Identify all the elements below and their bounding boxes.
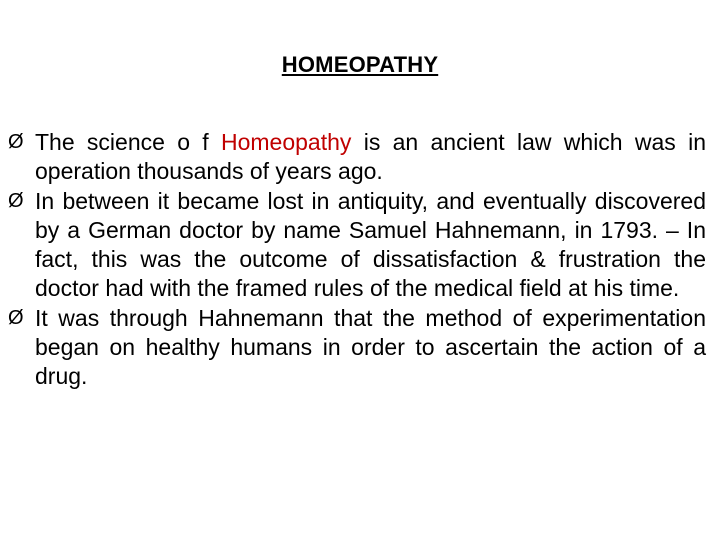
bullet-1-text-after: is an ancient law which was in operation thousands of years ago. [35,129,706,184]
bullet-item-1 [8,128,706,186]
page-title [0,52,720,78]
highlighted-term: Homeopathy [221,129,352,155]
bullet-1-text-before: The science o f [35,129,221,155]
bullet-3-text: It was through Hahnemann that the method of experimentation began on healthy humans in order to ascertain the action of a drug. [35,305,706,389]
arrow-bullet-icon: Ø [8,307,24,329]
bullet-item-2 [8,187,706,303]
bullet-item-3 [8,304,706,391]
title-text: HOMEOPATHY [281,52,439,77]
arrow-bullet-icon: Ø [8,131,24,153]
bullet-2-text: In between it became lost in antiquity, and eventually discovered by a German doctor by name Samuel Hahnemann, in 1793. – In fact, this was the outcome of dissatisfaction & frustration the doctor had with the framed rules of the medical field at his time. [35,188,706,301]
bullet-list [8,128,706,392]
arrow-bullet-icon: Ø [8,190,24,212]
